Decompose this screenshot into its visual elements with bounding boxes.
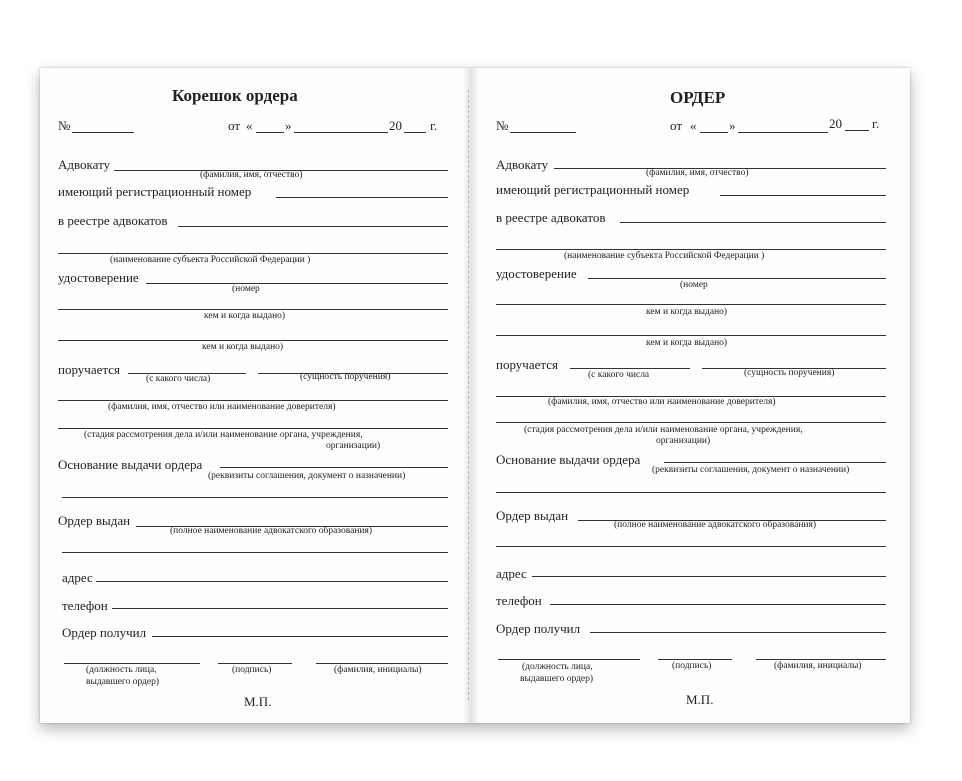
order-issued-caption-1: кем и когда выдано) — [646, 307, 728, 317]
order-year-line[interactable] — [845, 130, 869, 131]
order-date-close-quote: » — [729, 118, 736, 133]
order-fio-caption: (фамилия, имя, отчество) — [646, 168, 749, 178]
order-date-month-line[interactable] — [738, 132, 828, 133]
order-subject-line[interactable] — [496, 249, 886, 250]
order-issued-by-label: Ордер выдан — [496, 508, 569, 523]
stub-received-line[interactable] — [152, 636, 448, 637]
order-registry-line[interactable] — [620, 222, 886, 223]
order-issued-line-2[interactable] — [496, 335, 886, 336]
stub-principal-line[interactable] — [58, 400, 448, 401]
order-stage-caption-2: организации) — [656, 436, 711, 446]
stub-address-label: адрес — [62, 570, 93, 585]
stub-signature-caption: (подпись) — [232, 665, 272, 675]
stub-principal-caption: (фамилия, имя, отчество или наименование доверителя) — [108, 402, 336, 412]
order-phone-line[interactable] — [550, 604, 886, 605]
order-address-line[interactable] — [532, 576, 886, 577]
stub-issued-caption-2: кем и когда выдано) — [202, 342, 284, 352]
order-address-label: адрес — [496, 566, 527, 581]
order-number-line[interactable] — [510, 132, 576, 133]
stub-number-line[interactable] — [72, 132, 134, 133]
stub-stage-caption-1: (стадия рассмотрения дела и/или наименование органа, учреждения, — [84, 430, 363, 440]
order-initials-caption: (фамилия, инициалы) — [774, 661, 862, 671]
stub-address-line[interactable] — [96, 581, 448, 582]
stub-stage-line[interactable] — [58, 428, 448, 429]
stub-position-caption-1: (должность лица, — [86, 665, 157, 675]
order-date-day-line[interactable] — [700, 132, 728, 133]
stub-phone-line[interactable] — [112, 608, 448, 609]
stub-since-caption: (с какого числа) — [146, 374, 211, 384]
order-stamp: М.П. — [686, 692, 714, 707]
stub-phone-label: телефон — [62, 598, 108, 613]
stub-date-open-quote: « — [246, 118, 253, 133]
order-year-suffix: г. — [872, 116, 880, 131]
order-issued-line-1[interactable] — [496, 304, 886, 305]
order-certificate-label: удостоверение — [496, 266, 577, 281]
order-essence-caption: (сущность поручения) — [744, 368, 835, 378]
perforation-line — [468, 90, 469, 700]
order-issued-caption-2: кем и когда выдано) — [646, 338, 728, 348]
order-position-caption-2: выдавшего ордер) — [520, 674, 594, 684]
order-requisites-caption: (реквизиты соглашения, документ о назначении) — [652, 465, 850, 475]
order-phone-label: телефон — [496, 593, 542, 608]
stub-position-line[interactable] — [64, 663, 200, 664]
stub-date-month-line[interactable] — [294, 132, 388, 133]
stub-stamp: М.П. — [244, 694, 272, 709]
stub-requisites-caption: (реквизиты соглашения, документ о назначении) — [208, 471, 406, 481]
stub-basis-label: Основание выдачи ордера — [58, 457, 203, 472]
order-advocate-label: Адвокату — [496, 157, 549, 172]
order-stage-line[interactable] — [496, 422, 886, 423]
stub-basis-line[interactable] — [220, 467, 448, 468]
order-initials-line[interactable] — [756, 659, 886, 660]
order-received-label: Ордер получил — [496, 621, 581, 636]
stub-date-day-line[interactable] — [256, 132, 284, 133]
stub-fio-caption: (фамилия, имя, отчество) — [200, 170, 303, 180]
order-basis-line-2[interactable] — [496, 492, 886, 493]
stub-title: Корешок ордера — [172, 86, 298, 105]
order-date-open-quote: « — [690, 118, 697, 133]
stub-reg-number-label: имеющий регистрационный номер — [58, 184, 252, 199]
order-stage-caption-1: (стадия рассмотрения дела и/или наименование органа, учреждения, — [524, 425, 803, 435]
order-number-caption: (номер — [680, 280, 708, 290]
order-received-line[interactable] — [590, 632, 886, 633]
stub-date-from-label: от — [228, 118, 241, 133]
order-basis-label: Основание выдачи ордера — [496, 452, 641, 467]
stub-year-line[interactable] — [404, 132, 426, 133]
order-number-label: № — [496, 118, 509, 133]
stub-initials-caption: (фамилия, инициалы) — [334, 665, 422, 675]
order-subject-caption: (наименование субъекта Российской Федерации ) — [564, 251, 765, 261]
stub-advocate-label: Адвокату — [58, 157, 111, 172]
stub-essence-caption: (сущность поручения) — [300, 372, 391, 382]
stub-formation-caption: (полное наименование адвокатского образования) — [170, 526, 373, 536]
order-title: ОРДЕР — [670, 88, 726, 107]
order-date-from-label: от — [670, 118, 683, 133]
order-position-line[interactable] — [498, 659, 640, 660]
stub-registry-label: в реестре адвокатов — [58, 213, 168, 228]
order-since-caption: (с какого числа — [588, 370, 650, 380]
stub-registry-line[interactable] — [178, 226, 448, 227]
stub-reg-number-line[interactable] — [276, 197, 448, 198]
booklet-fold — [464, 68, 478, 723]
order-entrusted-label: поручается — [496, 357, 558, 372]
order-principal-caption: (фамилия, имя, отчество или наименование доверителя) — [548, 397, 776, 407]
stub-issued-line-2[interactable] — [58, 340, 448, 341]
stub-formation-line-2[interactable] — [62, 552, 448, 553]
stub-entrusted-label: поручается — [58, 362, 120, 377]
stub-issued-line-1[interactable] — [58, 309, 448, 310]
order-formation-line-2[interactable] — [496, 546, 886, 547]
order-year-prefix: 20 — [829, 116, 842, 131]
stub-date-close-quote: » — [285, 118, 292, 133]
order-since-line[interactable] — [570, 368, 690, 369]
stub-year-suffix: г. — [430, 118, 438, 133]
stub-certificate-line[interactable] — [146, 283, 448, 284]
stub-issued-by-label: Ордер выдан — [58, 513, 131, 528]
stub-certificate-label: удостоверение — [58, 270, 139, 285]
order-reg-number-line[interactable] — [720, 195, 886, 196]
stub-stage-caption-2: организации) — [326, 441, 381, 451]
order-basis-line[interactable] — [664, 462, 886, 463]
stub-number-label: № — [58, 118, 71, 133]
stub-received-label: Ордер получил — [62, 625, 147, 640]
stub-initials-line[interactable] — [316, 663, 448, 664]
stub-subject-caption: (наименование субъекта Российской Федерации ) — [110, 255, 311, 265]
order-signature-caption: (подпись) — [672, 661, 712, 671]
order-reg-number-label: имеющий регистрационный номер — [496, 182, 690, 197]
stub-position-caption-2: выдавшего ордер) — [86, 677, 160, 687]
stub-signature-line[interactable] — [218, 663, 292, 664]
stub-issued-caption-1: кем и когда выдано) — [204, 311, 286, 321]
order-formation-caption: (полное наименование адвокатского образования) — [614, 520, 817, 530]
order-signature-line[interactable] — [658, 659, 732, 660]
stub-basis-line-2[interactable] — [62, 497, 448, 498]
order-certificate-line[interactable] — [588, 278, 886, 279]
order-registry-label: в реестре адвокатов — [496, 210, 606, 225]
stub-subject-line[interactable] — [58, 253, 448, 254]
order-position-caption-1: (должность лица, — [522, 662, 593, 672]
stub-year-prefix: 20 — [389, 118, 402, 133]
stub-number-caption: (номер — [232, 284, 260, 294]
